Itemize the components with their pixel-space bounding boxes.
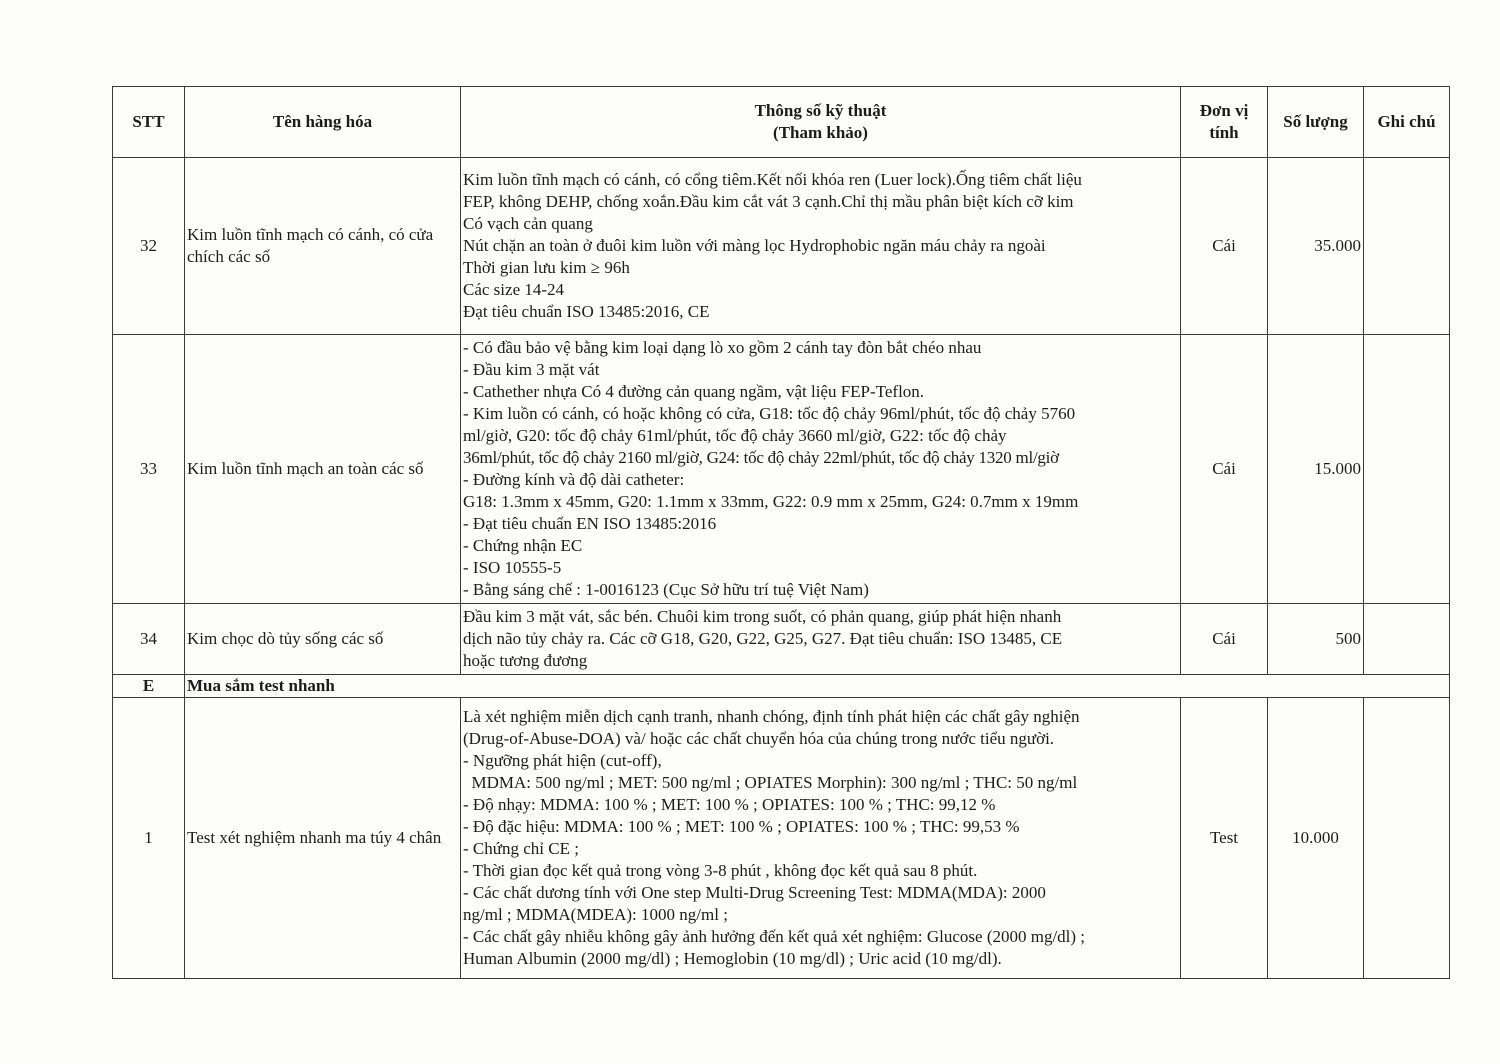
table-row: [113, 335, 1450, 604]
table-row: [113, 604, 1450, 675]
spec-line: G18: 1.3mm x 45mm, G20: 1.1mm x 33mm, G22: 0.9 mm x 25mm, G24: 0.7mm x 19mm: [463, 492, 1079, 511]
spec-line: - Các chất gây nhiễu không gây ảnh hưởng đến kết quả xét nghiệm: Glucose (2000 mg/dl) ;: [463, 927, 1086, 946]
row-name: Kim chọc dò tủy sống các số: [185, 604, 461, 675]
header-note: Ghi chú: [1364, 87, 1450, 158]
spec-line: Nút chặn an toàn ở đuôi kim luồn với màng lọc Hydrophobic ngăn máu chảy ra ngoài: [463, 236, 1046, 255]
section-code: E: [113, 675, 185, 698]
header-spec: [461, 87, 1181, 158]
spec-line: - Thời gian đọc kết quả trong vòng 3-8 phút , không đọc kết quả sau 8 phút.: [463, 861, 978, 880]
spec-line: - Độ nhạy: MDMA: 100 % ; MET: 100 % ; OPIATES: 100 % ; THC: 99,12 %: [463, 795, 996, 814]
spec-line: ng/ml ; MDMA(MDEA): 1000 ng/ml ;: [463, 905, 728, 924]
row-name: Test xét nghiệm nhanh ma túy 4 chân: [185, 698, 461, 979]
row-name: Kim luồn tĩnh mạch an toàn các số: [185, 335, 461, 604]
spec-line: - Chứng nhận EC: [463, 536, 583, 555]
table-row: [113, 698, 1450, 979]
header-unit: [1181, 87, 1268, 158]
spec-line: Đầu kim 3 mặt vát, sắc bén. Chuôi kim trong suốt, có phản quang, giúp phát hiện nhanh: [463, 607, 1062, 626]
section-title: Mua sắm test nhanh: [185, 675, 1450, 698]
row-note: [1364, 158, 1450, 335]
header-stt: STT: [113, 87, 185, 158]
row-unit: Cái: [1181, 604, 1268, 675]
spec-line: - Cathether nhựa Có 4 đường cản quang ngầm, vật liệu FEP-Teflon.: [463, 382, 925, 401]
spec-line: - Bằng sáng chế : 1-0016123 (Cục Sở hữu trí tuệ Việt Nam): [463, 580, 869, 599]
row-spec: [461, 604, 1181, 675]
header-unit-line1: Đơn vị: [1199, 101, 1249, 120]
goods-spec-table: [112, 86, 1450, 979]
table-row: [113, 158, 1450, 335]
spec-line: ml/giờ, G20: tốc độ chảy 61ml/phút, tốc độ chảy 3660 ml/giờ, G22: tốc độ chảy: [463, 426, 1007, 445]
spec-line: - Chứng chỉ CE ;: [463, 839, 579, 858]
row-qty: 10.000: [1268, 698, 1364, 979]
row-stt: 1: [113, 698, 185, 979]
row-spec: [461, 158, 1181, 335]
spec-line: 36ml/phút, tốc độ chảy 2160 ml/giờ, G24: tốc độ chảy 22ml/phút, tốc độ chảy 1320 ml/giờ: [463, 448, 1059, 467]
row-unit: Cái: [1181, 335, 1268, 604]
spec-line: (Drug-of-Abuse-DOA) và/ hoặc các chất chuyển hóa của chúng trong nước tiểu người.: [463, 729, 1055, 748]
row-note: [1364, 604, 1450, 675]
spec-line: hoặc tương đương: [463, 651, 588, 670]
row-qty: 15.000: [1268, 335, 1364, 604]
spec-line: MDMA: 500 ng/ml ; MET: 500 ng/ml ; OPIATES Morphin): 300 ng/ml ; THC: 50 ng/ml: [463, 773, 1078, 792]
row-stt: 32: [113, 158, 185, 335]
row-unit: Cái: [1181, 158, 1268, 335]
spec-line: - ISO 10555-5: [463, 558, 562, 577]
row-note: [1364, 335, 1450, 604]
spec-line: Human Albumin (2000 mg/dl) ; Hemoglobin (10 mg/dl) ; Uric acid (10 mg/dl).: [463, 949, 1002, 968]
spec-line: - Độ đặc hiệu: MDMA: 100 % ; MET: 100 % ; OPIATES: 100 % ; THC: 99,53 %: [463, 817, 1020, 836]
row-unit: Test: [1181, 698, 1268, 979]
section-row: [113, 675, 1450, 698]
row-qty: 500: [1268, 604, 1364, 675]
spec-line: FEP, không DEHP, chống xoắn.Đầu kim cắt vát 3 cạnh.Chỉ thị mầu phân biệt kích cỡ kim: [463, 192, 1074, 211]
row-stt: 33: [113, 335, 185, 604]
spec-line: Đạt tiêu chuẩn ISO 13485:2016, CE: [463, 302, 710, 321]
spec-line: - Kim luồn có cánh, có hoặc không có cửa, G18: tốc độ chảy 96ml/phút, tốc độ chảy 5760: [463, 404, 1076, 423]
header-qty: Số lượng: [1268, 87, 1364, 158]
header-name: Tên hàng hóa: [185, 87, 461, 158]
header-spec-line2: (Tham khảo): [773, 123, 868, 142]
spec-line: Thời gian lưu kim ≥ 96h: [463, 258, 630, 277]
row-stt: 34: [113, 604, 185, 675]
spec-line: Kim luồn tĩnh mạch có cánh, có cổng tiêm.Kết nối khóa ren (Luer lock).Ống tiêm chất liệu: [463, 170, 1082, 189]
spec-line: - Đầu kim 3 mặt vát: [463, 360, 600, 379]
spec-line: - Đường kính và độ dài catheter:: [463, 470, 685, 489]
spec-line: - Các chất dương tính với One step Multi-Drug Screening Test: MDMA(MDA): 2000: [463, 883, 1046, 902]
row-name: Kim luồn tĩnh mạch có cánh, có cửa chích các số: [185, 158, 461, 335]
row-qty: 35.000: [1268, 158, 1364, 335]
spec-line: Là xét nghiệm miễn dịch cạnh tranh, nhanh chóng, định tính phát hiện các chất gây nghiện: [463, 707, 1080, 726]
header-row: [113, 87, 1450, 158]
spec-line: - Có đầu bảo vệ bằng kim loại dạng lò xo gồm 2 cánh tay đòn bắt chéo nhau: [463, 338, 982, 357]
row-spec: [461, 335, 1181, 604]
spec-line: - Đạt tiêu chuẩn EN ISO 13485:2016: [463, 514, 717, 533]
spec-line: dịch não tủy chảy ra. Các cỡ G18, G20, G22, G25, G27. Đạt tiêu chuẩn: ISO 13485, CE: [463, 629, 1063, 648]
spec-line: Có vạch cản quang: [463, 214, 593, 233]
spec-line: Các size 14-24: [463, 280, 565, 299]
row-spec: [461, 698, 1181, 979]
spec-line: - Ngưỡng phát hiện (cut-off),: [463, 751, 662, 770]
row-note: [1364, 698, 1450, 979]
header-spec-line1: Thông số kỹ thuật: [754, 101, 887, 120]
header-unit-line2: tính: [1209, 123, 1239, 142]
